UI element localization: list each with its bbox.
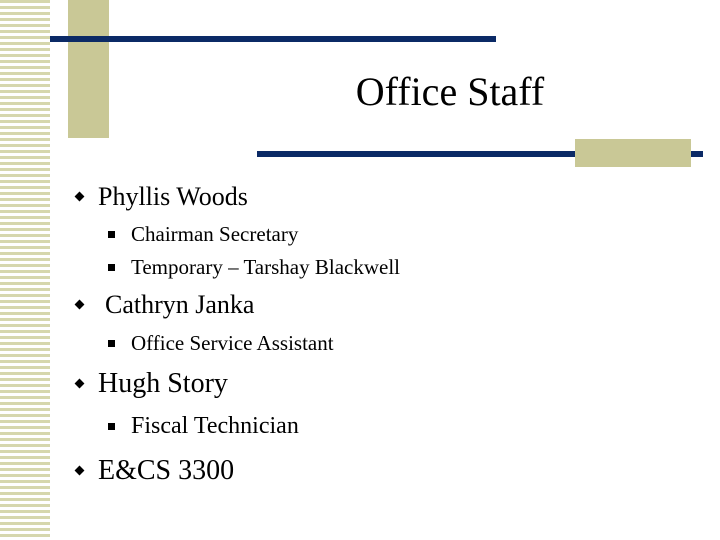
square-bullet-icon xyxy=(108,264,115,271)
square-bullet-icon xyxy=(108,340,115,347)
diamond-bullet-icon xyxy=(75,466,85,476)
accent-block-right xyxy=(575,139,691,167)
sub-bullet-text: Fiscal Technician xyxy=(131,413,299,439)
diamond-bullet-icon xyxy=(75,300,85,310)
bullet-text: E&CS 3300 xyxy=(98,455,235,486)
sub-bullet-text: Office Service Assistant xyxy=(131,331,334,355)
title-rule-top xyxy=(50,36,496,42)
diamond-bullet-icon xyxy=(75,192,85,202)
diamond-bullet-icon xyxy=(75,379,85,389)
bullet-text: Phyllis Woods xyxy=(98,182,248,211)
bullet-text: Cathryn Janka xyxy=(105,290,255,319)
square-bullet-icon xyxy=(108,231,115,238)
slide-title: Office Staff xyxy=(355,69,545,114)
square-bullet-icon xyxy=(108,423,115,430)
sub-bullet-text: Temporary – Tarshay Blackwell xyxy=(131,255,401,279)
striped-side-bar xyxy=(0,0,50,540)
accent-block-top xyxy=(68,0,109,138)
bullet-text: Hugh Story xyxy=(98,368,228,399)
sub-bullet-text: Chairman Secretary xyxy=(131,222,299,246)
